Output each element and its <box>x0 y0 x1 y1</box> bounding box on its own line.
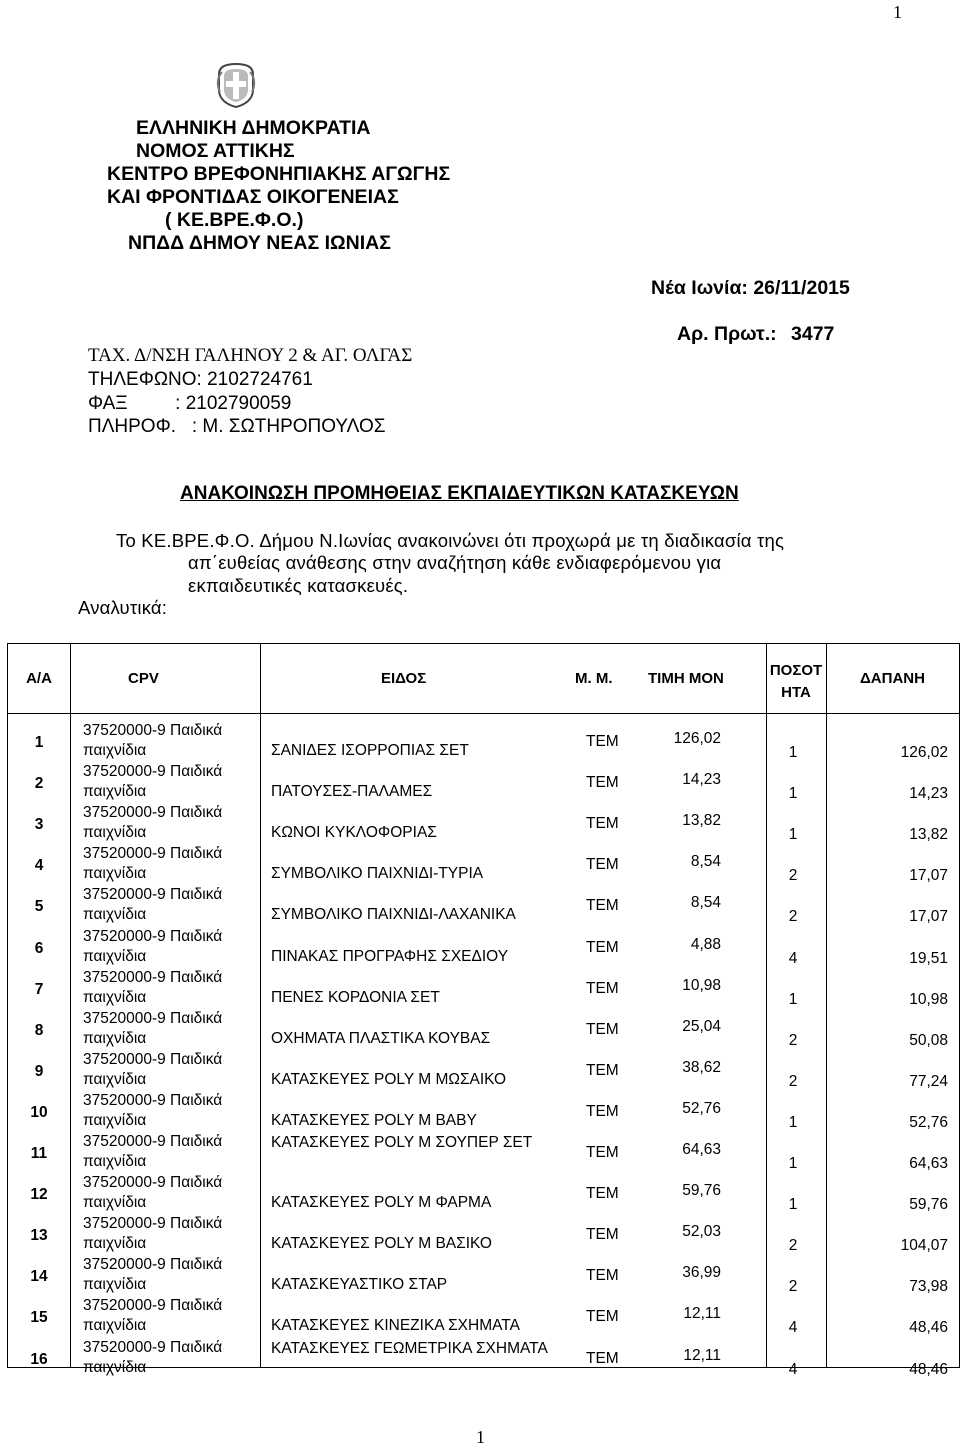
unit-of-measure: ΤΕΜ <box>586 1102 619 1120</box>
table-row <box>8 927 959 973</box>
cpv-description: παιχνίδια <box>83 988 147 1006</box>
table-row <box>8 1256 959 1301</box>
unit-of-measure: ΤΕΜ <box>586 1061 619 1079</box>
item-description: ΚΑΤΑΣΚΕΥΕΣ POLY M ΜΩΣΑΙΚΟ <box>271 1070 507 1088</box>
row-number: 8 <box>34 1021 44 1039</box>
table-row <box>8 1009 959 1055</box>
total-cost: 73,98 <box>909 1278 948 1296</box>
body-line-4: Αναλυτικά: <box>78 597 168 618</box>
header-line-6: ΝΠΔΔ ΔΗΜΟΥ ΝΕΑΣ ΙΩΝΙΑΣ <box>128 232 391 254</box>
cpv-description: παιχνίδια <box>83 1358 147 1376</box>
total-cost: 48,46 <box>909 1319 948 1337</box>
cpv-code: 37520000-9 Παιδικά <box>83 1009 223 1027</box>
item-description: ΣΥΜΒΟΛΙΚΟ ΠΑΙΧΝΙΔΙ-ΤΥΡΙΑ <box>271 865 484 883</box>
unit-of-measure: ΤΕΜ <box>586 1185 619 1203</box>
items-table <box>7 643 960 1378</box>
item-description: ΚΑΤΑΣΚΕΥΕΣ POLY M BABY <box>271 1111 477 1129</box>
quantity: 2 <box>788 1237 798 1255</box>
unit-of-measure: ΤΕΜ <box>586 1144 619 1161</box>
row-number: 6 <box>34 939 44 957</box>
header-line-4: ΚΑΙ ΦΡΟΝΤΙΔΑΣ ΟΙΚΟΓΕΝΕΙΑΣ <box>107 186 399 208</box>
table-row <box>8 1338 959 1384</box>
unit-price: 126,02 <box>673 730 721 747</box>
header-qty-line-2: ΗΤΑ <box>781 684 811 701</box>
total-cost: 104,07 <box>900 1237 948 1255</box>
total-cost: 14,23 <box>909 785 948 803</box>
header-unit: Μ. Μ. <box>575 670 613 687</box>
unit-of-measure: ΤΕΜ <box>586 733 619 750</box>
cpv-description: παιχνίδια <box>83 1194 147 1212</box>
fax-line: ΦΑΞ : 2102790059 <box>88 393 292 414</box>
row-number: 12 <box>30 1186 48 1204</box>
unit-price: 8,54 <box>690 853 721 871</box>
quantity: 2 <box>788 1072 798 1090</box>
total-cost: 59,76 <box>909 1196 948 1214</box>
quantity: 2 <box>788 1278 798 1296</box>
row-number: 14 <box>30 1268 48 1286</box>
header-qty-line-1: ΠΟΣΟΤ <box>769 662 823 679</box>
item-description: ΚΑΤΑΣΚΕΥΕΣ ΚΙΝΕΖΙΚΑ ΣΧΗΜΑΤΑ <box>271 1317 520 1335</box>
unit-price: 14,23 <box>682 771 721 789</box>
unit-price: 38,62 <box>682 1058 721 1076</box>
quantity: 2 <box>788 1031 798 1049</box>
total-cost: 64,63 <box>909 1155 948 1172</box>
unit-price: 4,88 <box>690 935 721 953</box>
item-description: ΚΑΤΑΣΚΕΥΑΣΤΙΚΟ ΣΤΑΡ <box>271 1276 448 1294</box>
quantity: 4 <box>788 1360 798 1378</box>
header-item: ΕΙΔΟΣ <box>381 670 427 687</box>
header-qty <box>766 660 826 704</box>
cpv-description: παιχνίδια <box>83 1029 147 1047</box>
cpv-description: παιχνίδια <box>83 1235 147 1253</box>
unit-of-measure: ΤΕΜ <box>586 1349 619 1367</box>
total-cost: 77,24 <box>909 1072 948 1090</box>
unit-of-measure: ΤΕΜ <box>586 774 619 792</box>
cpv-description: παιχνίδια <box>83 1317 147 1335</box>
total-cost: 10,98 <box>909 990 948 1008</box>
unit-of-measure: ΤΕΜ <box>586 856 619 874</box>
total-cost: 17,07 <box>909 908 948 926</box>
cpv-description: παιχνίδια <box>83 742 147 759</box>
total-cost: 19,51 <box>909 949 948 967</box>
cpv-code: 37520000-9 Παιδικά <box>83 927 223 945</box>
quantity: 1 <box>788 1196 798 1214</box>
cpv-code: 37520000-9 Παιδικά <box>83 1297 223 1315</box>
cpv-code: 37520000-9 Παιδικά <box>83 804 223 822</box>
cpv-code: 37520000-9 Παιδικά <box>83 1215 223 1233</box>
contact-line: ΠΛΗΡΟΦ. : Μ. ΣΩΤΗΡΟΠΟΥΛΟΣ <box>88 416 386 437</box>
quantity: 1 <box>788 744 798 761</box>
item-description: ΚΑΤΑΣΚΕΥΕΣ POLY M ΣΟΥΠΕΡ ΣΕΤ <box>271 1134 533 1151</box>
unit-price: 52,03 <box>682 1223 721 1241</box>
row-number: 16 <box>30 1350 48 1368</box>
row-number: 9 <box>34 1062 44 1080</box>
header-line-5: ( ΚΕ.ΒΡΕ.Φ.Ο.) <box>165 209 304 231</box>
unit-price: 12,11 <box>683 1305 721 1323</box>
quantity: 1 <box>788 826 798 844</box>
total-cost: 52,76 <box>909 1113 948 1131</box>
row-number: 15 <box>30 1309 48 1327</box>
cpv-code: 37520000-9 Παιδικά <box>83 1050 223 1068</box>
cpv-description: παιχνίδια <box>83 783 147 801</box>
unit-price: 10,98 <box>682 976 721 994</box>
body-line-1: Το ΚΕ.ΒΡΕ.Φ.Ο. Δήμου Ν.Ιωνίας ανακοινώνει ότι προχωρά με τη διαδικασία της <box>116 530 785 551</box>
header-line-2: ΝΟΜΟΣ ΑΤΤΙΚΗΣ <box>136 140 295 162</box>
body-line-2: απ΄ευθείας ανάθεσης στην αναζήτηση κάθε ενδιαφερόμενου για <box>188 552 722 573</box>
protocol-number: 3477 <box>791 323 835 345</box>
unit-price: 13,82 <box>682 812 721 830</box>
row-number: 10 <box>30 1103 48 1121</box>
quantity: 4 <box>788 1319 798 1337</box>
cpv-description: παιχνίδια <box>83 865 147 883</box>
unit-price: 59,76 <box>682 1182 721 1200</box>
cpv-description: παιχνίδια <box>83 1111 147 1129</box>
table-row <box>8 804 959 849</box>
protocol-label: Αρ. Πρωτ.: <box>677 323 777 345</box>
row-number: 1 <box>34 734 44 751</box>
coat-of-arms-icon <box>216 62 256 108</box>
quantity: 2 <box>788 867 798 885</box>
document-title: ΑΝΑΚΟΙΝΩΣΗ ΠΡΟΜΗΘΕΙΑΣ ΕΚΠΑΙΔΕΥΤΙΚΩΝ ΚΑΤΑΣΚΕΥΩΝ <box>180 483 739 504</box>
unit-price: 52,76 <box>682 1099 721 1117</box>
unit-price: 25,04 <box>682 1017 721 1035</box>
row-number: 2 <box>34 775 44 793</box>
item-description: ΟΧΗΜΑΤΑ ΠΛΑΣΤΙΚΑ ΚΟΥΒΑΣ <box>271 1029 491 1047</box>
item-description: ΣΑΝΙΔΕΣ ΙΣΟΡΡΟΠΙΑΣ ΣΕΤ <box>271 742 469 759</box>
table-row <box>8 763 959 808</box>
unit-of-measure: ΤΕΜ <box>586 1308 619 1326</box>
cpv-description: παιχνίδια <box>83 1070 147 1088</box>
total-cost: 126,02 <box>900 744 948 761</box>
cpv-description: παιχνίδια <box>83 1153 147 1170</box>
unit-price: 8,54 <box>690 894 721 912</box>
cpv-code: 37520000-9 Παιδικά <box>83 1174 223 1192</box>
item-description: ΚΑΤΑΣΚΕΥΕΣ POLY M ΦΑΡΜΑ <box>271 1194 492 1212</box>
header-line-1: ΕΛΛΗΝΙΚΗ ΔΗΜΟΚΡΑΤΙΑ <box>136 117 371 139</box>
header-total: ΔΑΠΑΝΗ <box>860 670 925 687</box>
row-number: 5 <box>34 898 44 916</box>
cpv-code: 37520000-9 Παιδικά <box>83 1338 223 1356</box>
header-aa: Α/Α <box>26 670 52 687</box>
cpv-code: 37520000-9 Παιδικά <box>83 886 223 904</box>
quantity: 4 <box>788 949 798 967</box>
unit-of-measure: ΤΕΜ <box>586 897 619 915</box>
page-number-top: 1 <box>893 2 902 22</box>
cpv-code: 37520000-9 Παιδικά <box>83 722 223 739</box>
body-line-3: εκπαιδευτικές κατασκευές. <box>188 575 409 596</box>
unit-of-measure: ΤΕΜ <box>586 979 619 997</box>
unit-price: 36,99 <box>682 1264 721 1282</box>
row-number: 7 <box>34 980 44 998</box>
header-price: ΤΙΜΗ ΜΟΝ <box>648 670 724 687</box>
cpv-code: 37520000-9 Παιδικά <box>83 763 223 781</box>
table-row <box>8 1133 959 1178</box>
unit-of-measure: ΤΕΜ <box>586 1267 619 1285</box>
phone-line: ΤΗΛΕΦΩΝΟ: 2102724761 <box>88 369 313 390</box>
page-number-bottom: 1 <box>476 1427 485 1447</box>
cpv-code: 37520000-9 Παιδικά <box>83 1133 223 1150</box>
cpv-description: παιχνίδια <box>83 906 147 924</box>
table-row <box>8 1215 959 1260</box>
item-description: ΚΩΝΟΙ ΚΥΚΛΟΦΟΡΙΑΣ <box>271 824 437 842</box>
table-row <box>8 722 959 767</box>
quantity: 1 <box>788 1155 798 1172</box>
unit-price: 64,63 <box>682 1141 721 1158</box>
header-cpv: CPV <box>128 670 159 687</box>
unit-of-measure: ΤΕΜ <box>586 815 619 833</box>
row-number: 13 <box>30 1227 48 1245</box>
total-cost: 13,82 <box>909 826 948 844</box>
address-line: ΤΑΧ. Δ/ΝΣΗ ΓΑΛΗΝΟΥ 2 & ΑΓ. ΟΛΓΑΣ <box>88 345 413 366</box>
table-row <box>8 845 959 890</box>
quantity: 1 <box>788 1113 798 1131</box>
table-row <box>8 968 959 1014</box>
cpv-code: 37520000-9 Παιδικά <box>83 1256 223 1274</box>
cpv-description: παιχνίδια <box>83 947 147 965</box>
item-description: ΠΙΝΑΚΑΣ ΠΡΟΓΡΑΦΗΣ ΣΧΕΔΙΟΥ <box>271 947 509 965</box>
cpv-code: 37520000-9 Παιδικά <box>83 968 223 986</box>
table-row <box>8 886 959 931</box>
header-line-3: ΚΕΝΤΡΟ ΒΡΕΦΟΝΗΠΙΑΚΗΣ ΑΓΩΓΗΣ <box>107 163 451 185</box>
quantity: 1 <box>788 785 798 803</box>
total-cost: 50,08 <box>909 1031 948 1049</box>
table-row <box>8 1091 959 1137</box>
item-description: ΠΑΤΟΥΣΕΣ-ΠΑΛΑΜΕΣ <box>271 783 433 801</box>
table-row <box>8 1297 959 1342</box>
unit-price: 12,11 <box>683 1346 721 1364</box>
unit-of-measure: ΤΕΜ <box>586 1226 619 1244</box>
cpv-code: 37520000-9 Παιδικά <box>83 845 223 863</box>
table-row <box>8 1050 959 1096</box>
unit-of-measure: ΤΕΜ <box>586 1020 619 1038</box>
table-row <box>8 1174 959 1219</box>
item-description: ΚΑΤΑΣΚΕΥΕΣ ΓΕΩΜΕΤΡΙΚΑ ΣΧΗΜΑΤΑ <box>271 1339 548 1357</box>
cpv-description: παιχνίδια <box>83 1276 147 1294</box>
document-date: Νέα Ιωνία: 26/11/2015 <box>651 277 850 299</box>
item-description: ΠΕΝΕΣ ΚΟΡΔΟΝΙΑ ΣΕΤ <box>271 988 440 1006</box>
row-number: 3 <box>34 816 44 834</box>
item-description: ΣΥΜΒΟΛΙΚΟ ΠΑΙΧΝΙΔΙ-ΛΑΧΑΝΙΚΑ <box>271 906 516 924</box>
quantity: 1 <box>788 990 798 1008</box>
row-number: 11 <box>30 1145 48 1162</box>
cpv-description: παιχνίδια <box>83 824 147 842</box>
row-number: 4 <box>34 857 44 875</box>
item-description: ΚΑΤΑΣΚΕΥΕΣ POLY M ΒΑΣΙΚΟ <box>271 1235 492 1253</box>
total-cost: 48,46 <box>909 1360 948 1378</box>
cpv-code: 37520000-9 Παιδικά <box>83 1091 223 1109</box>
unit-of-measure: ΤΕΜ <box>586 938 619 956</box>
total-cost: 17,07 <box>909 867 948 885</box>
quantity: 2 <box>788 908 798 926</box>
